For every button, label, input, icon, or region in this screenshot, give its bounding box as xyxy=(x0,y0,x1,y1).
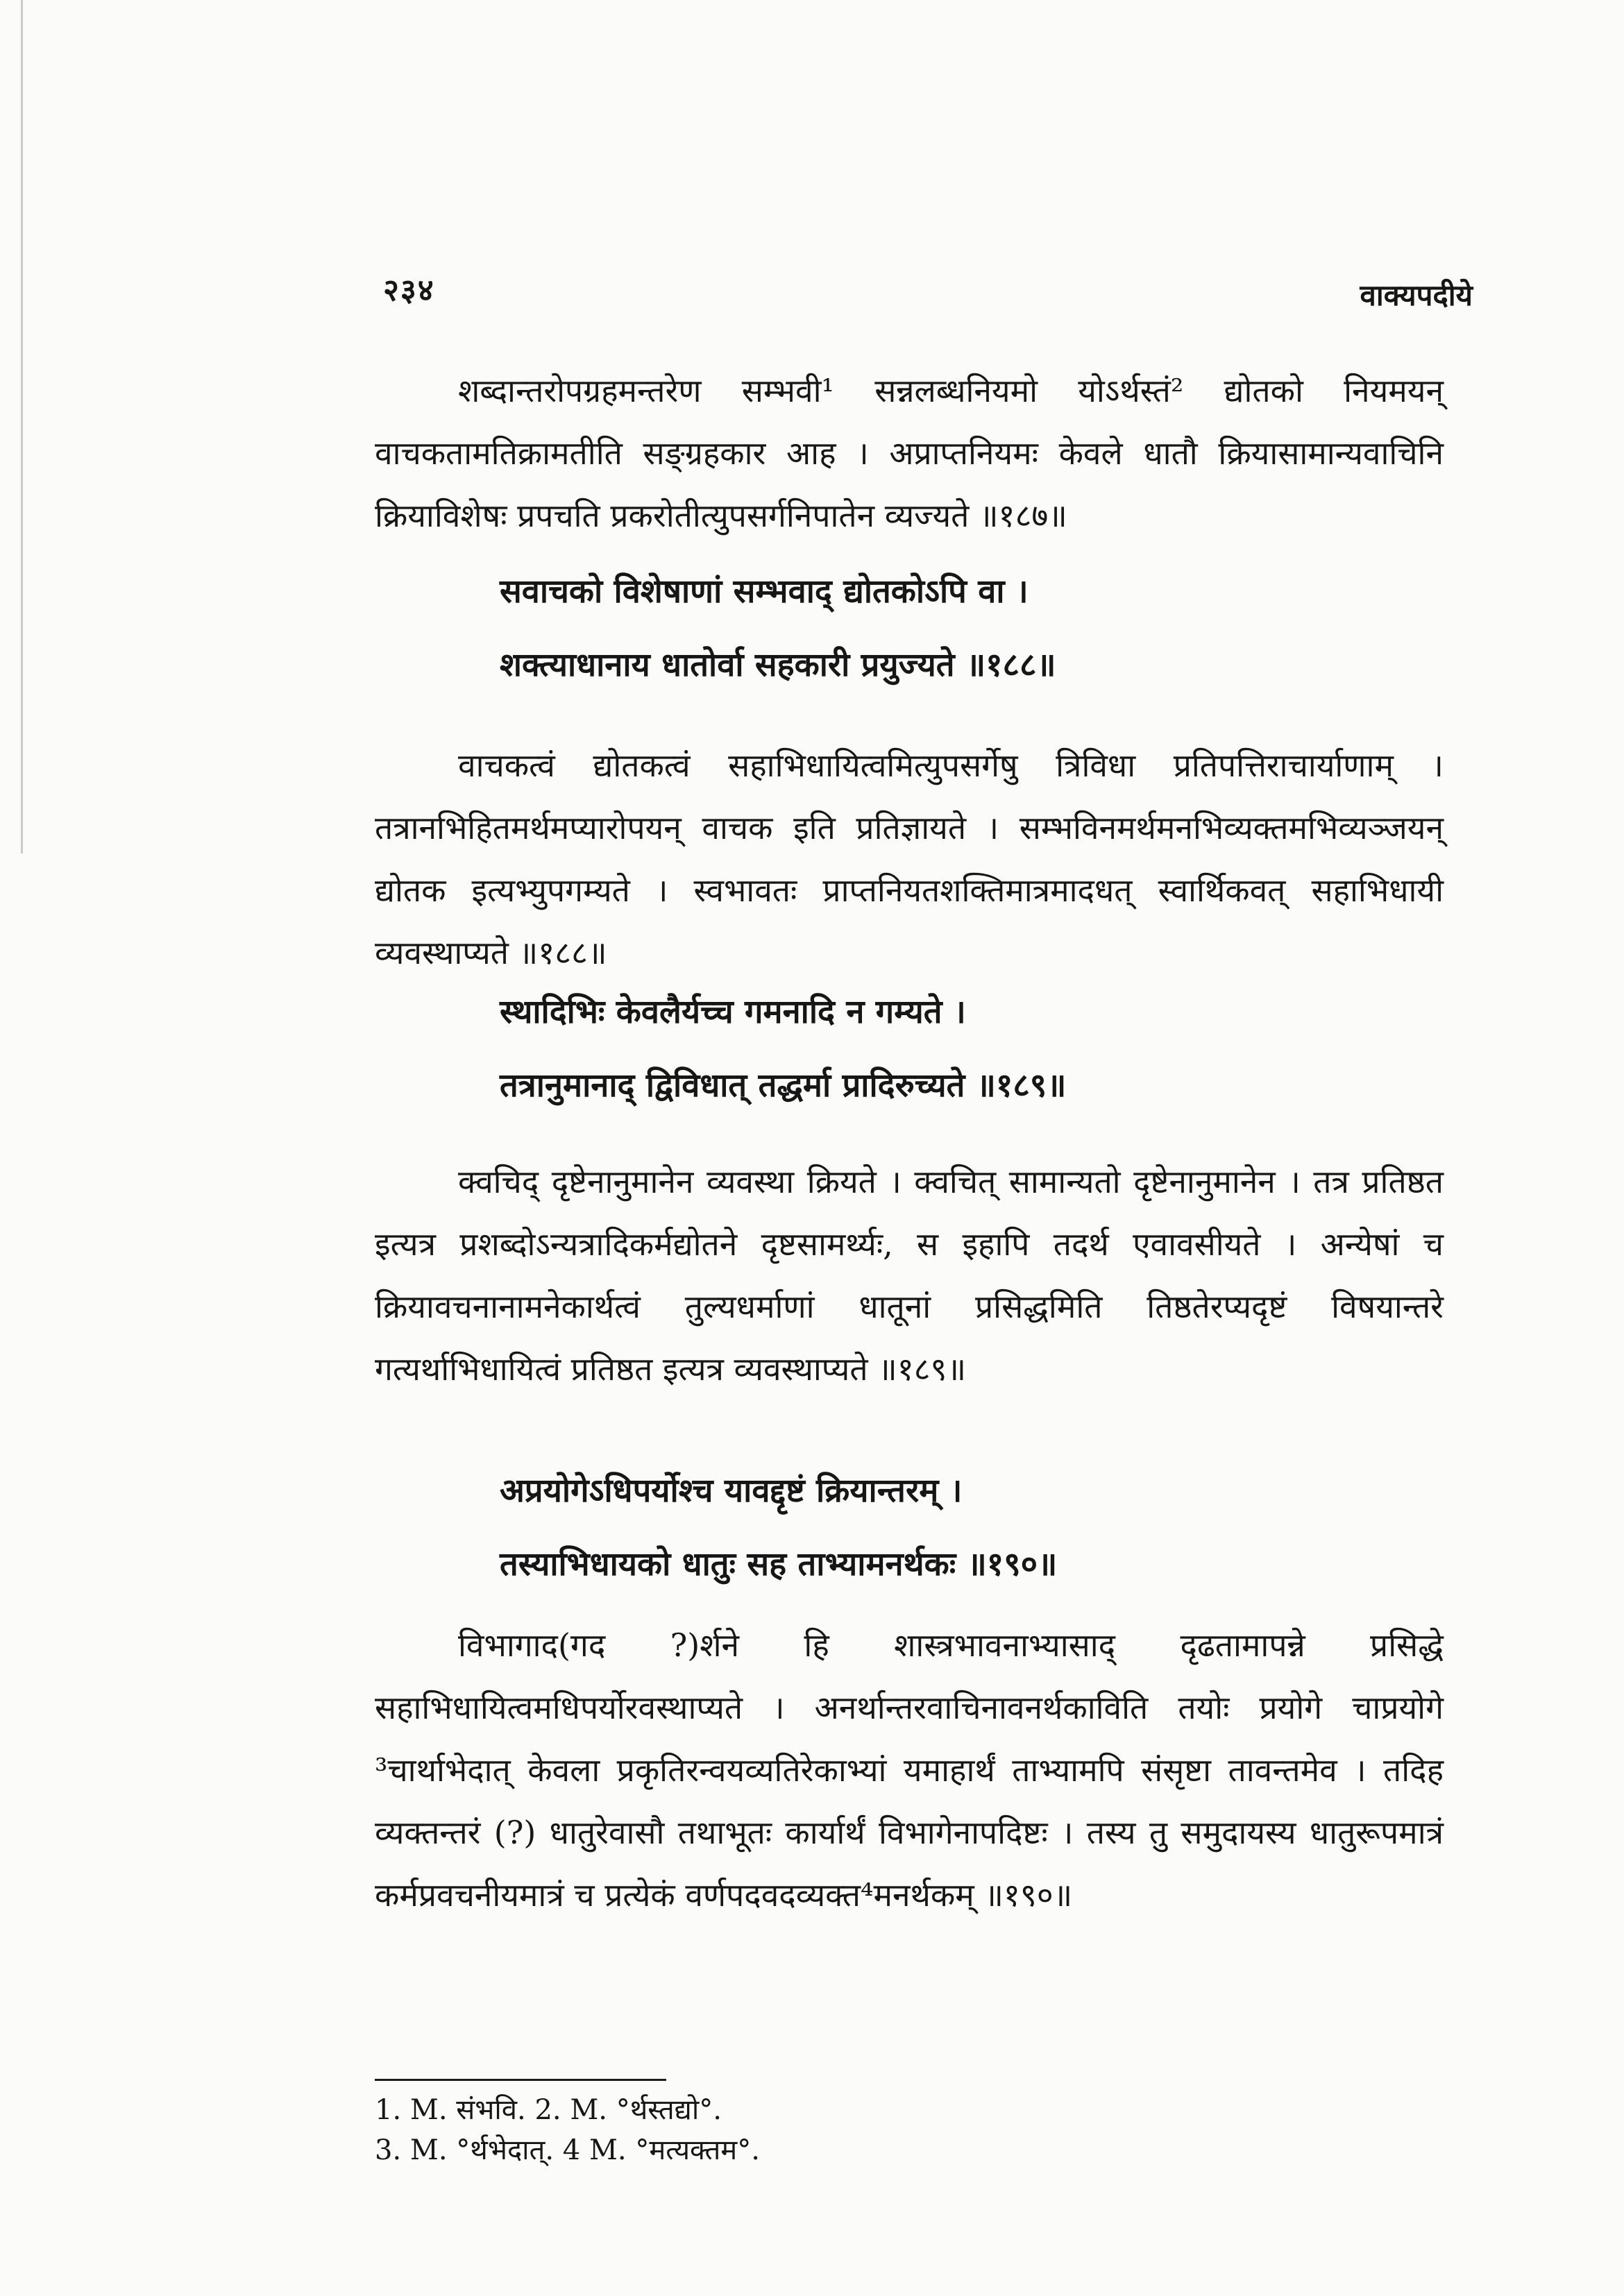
verse-189 xyxy=(500,976,1066,1123)
commentary-paragraph-188: वाचकत्वं द्योतकत्वं सहाभिधायित्वमित्युपसर्गेषु त्रिविधा प्रतिपत्तिराचार्याणाम् । तत्रानभिहितमर्थमप्यारोपयन् वाचक इति प्रतिज्ञायते । सम्भविनमर्थमनभिव्यक्तमभिव्यञ्जयन् द्योतक इत्यभ्युपगम्यते । स्वभावतः प्राप्तनियतशक्तिमात्रमादधत् स्वार्थिकवत् सहाभिधायी व्यवस्थाप्यते ॥१८८॥ xyxy=(375,747,1444,971)
verse-190 xyxy=(500,1454,1057,1601)
verse-188 xyxy=(500,555,1056,702)
footnote-line-2: 3. M. °र्थभेदात्. 4 M. °मत्यक्तम°. xyxy=(375,2134,760,2166)
verse-188-line-1: सवाचको विशेषाणां सम्भवाद् द्योतकोऽपि वा । xyxy=(500,572,1029,611)
running-title: वाक्यपदीये xyxy=(1360,278,1473,312)
page-number: २३४ xyxy=(383,273,435,308)
verse-189-line-2: तत्रानुमानाद् द्विविधात् तद्धर्मा प्रादिरुच्यते ॥१८९॥ xyxy=(500,1066,1067,1105)
verse-190-line-1: अप्रयोगेऽधिपर्योश्च यावद्दृष्टं क्रियान्तरम् । xyxy=(500,1472,963,1510)
verse-189-line-1: स्थादिभिः केवलैर्यच्च गमनादि न गम्यते । xyxy=(500,993,966,1031)
footnote-divider xyxy=(375,2079,666,2081)
verse-188-line-2: शक्त्याधानाय धातोर्वा सहकारी प्रयुज्यते ॥१८८॥ xyxy=(500,646,1056,684)
footnotes xyxy=(375,2090,760,2170)
footnote-line-1: 1. M. संभवि. 2. M. °र्थस्तद्यो°. xyxy=(375,2094,722,2126)
commentary-paragraph-187: शब्दान्तरोपग्रहमन्तरेण सम्भवी¹ सन्नलब्धनियमो योऽर्थस्तं² द्योतको नियमयन् वाचकतामतिक्रामतीति सङ्ग्रहकार आह । अप्राप्तनियमः केवले धातौ क्रियासामान्यवाचिनि क्रियाविशेषः प्रपचति प्रकरोतीत्युपसर्गनिपातेन व्यज्यते ॥१८७॥ xyxy=(375,372,1444,534)
verse-190-line-2: तस्याभिधायको धातुः सह ताभ्यामनर्थकः ॥१९०॥ xyxy=(500,1545,1058,1583)
commentary-paragraph-189: क्वचिद् दृष्टेनानुमानेन व्यवस्था क्रियते । क्वचित् सामान्यतो दृष्टेनानुमानेन । तत्र प्रतिष्ठत इत्यत्र प्रशब्दोऽन्यत्रादिकर्मद्योतने दृष्टसामर्थ्यः, स इहापि तदर्थ एवावसीयते । अन्येषां च क्रियावचनानामनेकार्थत्वं तुल्यधर्माणां धातूनां प्रसिद्धमिति तिष्ठतेरप्यदृष्टं विषयान्तरे गत्यर्थाभिधायित्वं प्रतिष्ठत इत्यत्र व्यवस्थाप्यते ॥१८९॥ xyxy=(375,1163,1444,1388)
scan-edge-line xyxy=(21,0,23,853)
commentary-paragraph-190: विभागाद(गद ?)र्शने हि शास्त्रभावनाभ्यासाद् दृढतामापन्ने प्रसिद्धे सहाभिधायित्वमधिपर्योरवस्थाप्यते । अनर्थान्तरवाचिनावनर्थकाविति तयोः प्रयोगे चाप्रयोगे ³चार्थाभेदात् केवला प्रकृतिरन्वयव्यतिरेकाभ्यां यमाहार्थं ताभ्यामपि संसृष्टा तावन्तमेव । तदिह व्यक्तन्तरं (?) धातुरेवासौ तथाभूतः कार्यार्थं विभागेनापदिष्टः । तस्य तु समुदायस्य धातुरूपमात्रं कर्मप्रवचनीयमात्रं च प्रत्येकं वर्णपदवदव्यक्त⁴मनर्थकम् ॥१९०॥ xyxy=(375,1626,1444,1914)
